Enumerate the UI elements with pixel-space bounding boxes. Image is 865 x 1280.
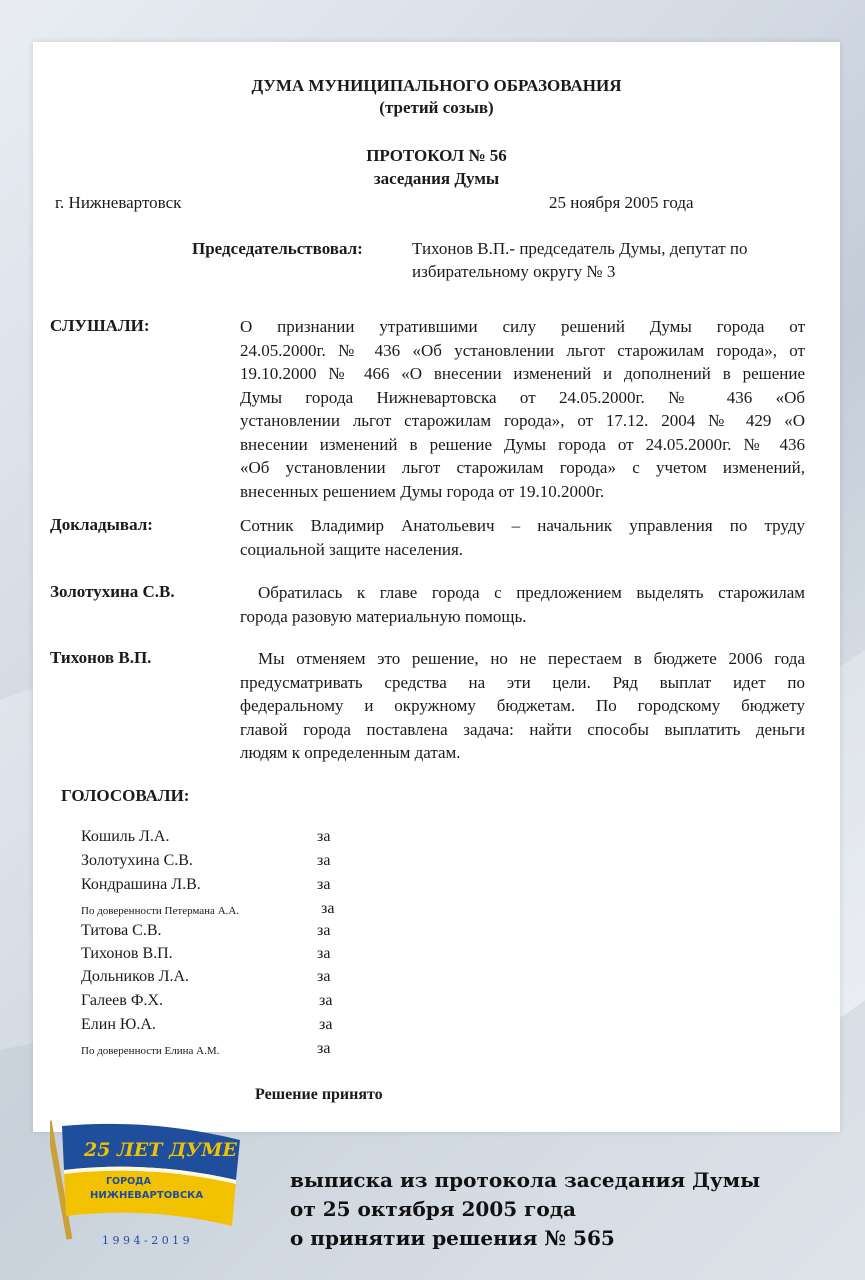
voter-name: По доверенности Петермана А.А. <box>81 905 240 917</box>
logo-city-1: ГОРОДА <box>106 1176 151 1187</box>
voter-name: Елин Ю.А. <box>81 1016 156 1033</box>
decision-result: Решение принято <box>255 1086 383 1103</box>
logo-years: 1 9 9 4 - 2 0 1 9 <box>102 1234 190 1247</box>
speaker1-line: города разовую материальную помощь. <box>240 606 527 626</box>
vote-value: за <box>319 1016 333 1033</box>
excerpt-line-1: выписка из протокола заседания Думы <box>290 1168 761 1192</box>
voting-label: ГОЛОСОВАЛИ: <box>61 786 190 805</box>
heard-line: Думы города Нижневартовска от 24.05.2000г. № 436 «Об <box>240 387 805 407</box>
heard-line: 19.10.2000 № 466 «О внесении изменений и дополнений в решение <box>240 364 805 383</box>
protocol-number: ПРОТОКОЛ № 56 <box>366 146 507 165</box>
heard-line: «Об установлении льгот старожилам города» с учетом изменений, <box>240 458 805 477</box>
excerpt-caption <box>290 1166 760 1253</box>
vote-value: за <box>317 922 331 939</box>
vote-value: за <box>317 968 331 985</box>
logo-title: 25 ЛЕТ ДУМЕ <box>84 1139 237 1161</box>
speaker2-line: главой города поставлена задача: найти способы выплатить деньги <box>240 719 805 739</box>
speaker2-text <box>240 647 805 765</box>
meeting-date: 25 ноября 2005 года <box>549 193 694 212</box>
excerpt-line-2: от 25 октября 2005 года <box>290 1197 577 1221</box>
excerpt-line-3: о принятии решения № 565 <box>290 1226 615 1250</box>
voter-name: Титова С.В. <box>81 922 162 939</box>
heard-line: внесенных решением Думы города от 19.10.2000г. <box>240 481 605 501</box>
vote-row <box>81 1016 381 1040</box>
reporter-line: Сотник Владимир Анатольевич – начальник управления по труду <box>240 516 805 535</box>
duma-25-years-logo <box>50 1118 250 1258</box>
voter-name: Тихонов В.П. <box>81 945 173 962</box>
vote-value: за <box>319 992 333 1009</box>
vote-row <box>81 992 381 1016</box>
heard-label: СЛУШАЛИ: <box>50 316 150 335</box>
voter-name: Кошиль Л.А. <box>81 828 170 845</box>
vote-value: за <box>321 900 335 917</box>
logo-city-2: НИЖНЕВАРТОВСКА <box>90 1190 204 1201</box>
voter-name: Дольников Л.А. <box>81 968 190 985</box>
convocation: (третий созыв) <box>379 98 494 117</box>
speaker2-line: федеральному и окружному бюджетам. По городскому бюджету <box>240 696 805 715</box>
vote-row <box>81 828 381 852</box>
vote-value: за <box>317 876 331 893</box>
speaker2-label: Тихонов В.П. <box>50 648 152 667</box>
vote-row <box>81 852 381 876</box>
voter-name: Кондрашина Л.В. <box>81 876 201 893</box>
vote-row <box>81 922 381 946</box>
heard-line: О признании утратившими силу решений Думы города от <box>240 317 805 336</box>
vote-row <box>81 900 381 924</box>
heard-line: внесении изменений в решение Думы города от 24.05.2000г. № 436 <box>240 434 805 454</box>
heard-line: установлении льгот старожилам города», от 17.12. 2004 № 429 «О <box>240 411 805 430</box>
speaker2-line: людям к определенным датам. <box>240 743 461 762</box>
meeting-type: заседания Думы <box>373 169 500 188</box>
voter-name: Золотухина С.В. <box>81 852 193 869</box>
chair-label: Председательствовал: <box>192 239 363 258</box>
chair-line-2: избирательному округу № 3 <box>412 262 616 281</box>
heard-text <box>240 315 805 503</box>
reporter-text <box>240 514 805 561</box>
protocol-document <box>33 42 840 1132</box>
org-title: ДУМА МУНИЦИПАЛЬНОГО ОБРАЗОВАНИЯ <box>251 76 622 95</box>
reporter-label: Докладывал: <box>50 515 153 534</box>
vote-value: за <box>317 1040 331 1057</box>
vote-value: за <box>317 945 331 962</box>
vote-row <box>81 945 381 969</box>
speaker1-label: Золотухина С.В. <box>50 582 175 601</box>
speaker1-text <box>240 581 805 628</box>
voter-name: Галеев Ф.Х. <box>81 992 164 1009</box>
city: г. Нижневартовск <box>55 193 182 212</box>
vote-row <box>81 968 381 992</box>
heard-line: 24.05.2000г. № 436 «Об установлении льгот старожилам города», от <box>240 340 805 360</box>
voter-name: По доверенности Елина А.М. <box>81 1045 220 1057</box>
vote-row <box>81 876 381 900</box>
vote-value: за <box>317 828 331 845</box>
speaker2-line: предусматривать средства на эти цели. Ряд выплат идет по <box>240 672 805 692</box>
vote-value: за <box>317 852 331 869</box>
vote-row <box>81 1040 381 1064</box>
chair-line-1: Тихонов В.П.- председатель Думы, депутат по <box>412 239 748 258</box>
speaker2-line: Мы отменяем это решение, но не перестаем в бюджете 2006 года <box>258 649 805 668</box>
reporter-line: социальной защите населения. <box>240 539 464 559</box>
speaker1-line: Обратилась к главе города с предложением выделять старожилам <box>258 583 805 602</box>
